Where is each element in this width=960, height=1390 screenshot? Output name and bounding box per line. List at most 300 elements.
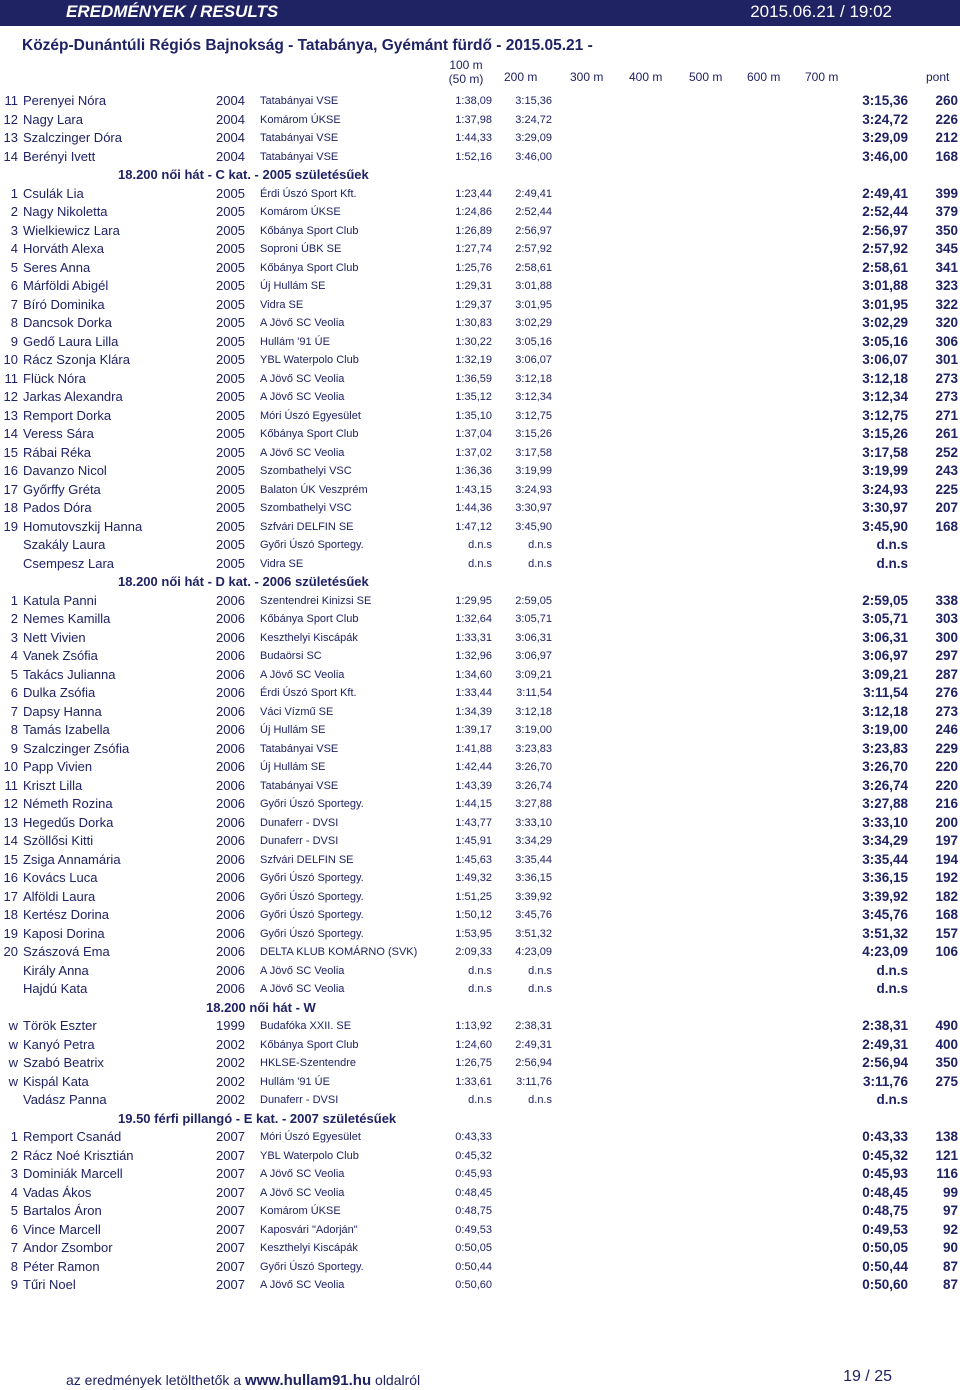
swimmer-name: Davanzo Nicol: [23, 463, 107, 478]
swimmer-name: Király Anna: [23, 962, 89, 978]
rank: 15: [3, 444, 18, 460]
split-200m: 3:12,18: [515, 705, 552, 718]
points: 400: [935, 1036, 958, 1052]
split-100m: 1:43,77: [455, 816, 492, 829]
birth-year: 2005: [216, 555, 245, 571]
rank: 7: [10, 1240, 18, 1255]
club-name: Váci Vízmű SE: [260, 705, 334, 718]
result-row: [0, 610, 960, 628]
result-row: [0, 1202, 960, 1220]
club-name: YBL Waterpolo Club: [260, 354, 359, 366]
birth-year: 2006: [216, 740, 245, 756]
points: 261: [935, 426, 958, 441]
final-time: 2:38,31: [862, 1018, 908, 1033]
split-200m: 3:30,97: [515, 502, 552, 514]
final-time: 3:17,58: [862, 444, 908, 460]
result-row: [0, 740, 960, 758]
section-title: 18.200 női hát - C kat. - 2005 születésűek: [118, 167, 369, 182]
club-name: Új Hullám SE: [260, 724, 326, 736]
final-time: 3:46,00: [862, 148, 908, 164]
points: 116: [936, 1166, 958, 1181]
birth-year: 2006: [216, 944, 245, 959]
swimmer-name: Rácz Noé Krisztián: [23, 1147, 134, 1163]
points: 350: [935, 1055, 958, 1070]
birth-year: 2006: [216, 925, 245, 941]
swimmer-name: Tűri Noel: [23, 1277, 76, 1292]
birth-year: 2005: [216, 537, 245, 552]
birth-year: 2004: [216, 111, 245, 127]
club-name: Dunaferr - DVSI: [260, 835, 339, 847]
rank: 19: [3, 925, 18, 941]
club-name: Komárom ÚKSE: [260, 113, 341, 126]
final-time: 3:01,88: [862, 278, 908, 293]
birth-year: 2005: [216, 278, 245, 293]
final-time: 3:12,18: [862, 703, 908, 719]
birth-year: 2005: [216, 481, 245, 497]
split-100m: 1:44,33: [455, 132, 492, 144]
result-row: [0, 499, 960, 517]
final-time: d.n.s: [876, 1092, 908, 1107]
rank: 9: [10, 740, 18, 756]
birth-year: 2002: [216, 1073, 245, 1089]
swimmer-name: Zsiga Annamária: [23, 851, 121, 867]
birth-year: 2006: [216, 592, 245, 608]
result-row: [0, 869, 960, 887]
birth-year: 2006: [216, 888, 245, 904]
split-100m: 1:30,22: [455, 335, 492, 348]
split-100m: 0:43,33: [455, 1131, 492, 1143]
rank: 19: [3, 518, 18, 534]
split-100m: 1:51,25: [455, 890, 492, 903]
final-time: 3:09,21: [862, 666, 908, 682]
footer-note: az eredmények letölthetők a www.hullam91.hu oldalról: [66, 1372, 421, 1389]
split-100m: 0:50,05: [455, 1242, 492, 1254]
result-row: [0, 370, 960, 388]
split-100m: 1:25,76: [455, 261, 492, 274]
split-200m: 3:01,88: [515, 280, 552, 292]
rank: 9: [10, 333, 18, 349]
birth-year: 2005: [216, 352, 245, 367]
birth-year: 2004: [216, 148, 245, 164]
result-row: [0, 444, 960, 462]
swimmer-name: Kanyó Petra: [23, 1036, 95, 1052]
swimmer-name: Török Eszter: [23, 1018, 97, 1033]
final-time: 2:49,31: [862, 1036, 908, 1052]
split-100m: 0:50,60: [455, 1279, 492, 1291]
points: 138: [935, 1129, 958, 1144]
club-name: A Jövő SC Veolia: [260, 983, 345, 995]
rank: 6: [10, 685, 18, 700]
split-100m: 1:50,12: [455, 909, 492, 921]
swimmer-name: Szalczinger Dóra: [23, 130, 122, 145]
swimmer-name: Kovács Luca: [23, 870, 98, 885]
split-200m: 3:51,32: [515, 927, 552, 940]
result-row: [0, 666, 960, 684]
club-name: Hullám '91 ÚE: [260, 1075, 330, 1088]
points: 300: [935, 629, 958, 645]
points: 320: [935, 315, 958, 330]
club-name: Soproni ÚBK SE: [260, 243, 342, 255]
result-row: [0, 1073, 960, 1091]
rank: 11: [4, 777, 18, 793]
split-200m: 3:12,75: [515, 409, 552, 422]
split-200m: 3:05,71: [515, 613, 552, 625]
competition-title: Közép-Dunántúli Régiós Bajnokság - Tatabánya, Gyémánt fürdő - 2015.05.21 -: [22, 37, 593, 54]
points: 490: [935, 1018, 958, 1033]
col-500m: 500 m: [689, 70, 723, 84]
swimmer-name: Horváth Alexa: [23, 241, 104, 256]
split-200m: 2:49,31: [515, 1038, 552, 1051]
final-time: 3:12,75: [862, 407, 908, 423]
final-time: 0:50,05: [862, 1240, 908, 1255]
club-name: YBL Waterpolo Club: [260, 1149, 359, 1162]
split-100m: 1:37,04: [455, 428, 492, 440]
swimmer-name: Nemes Kamilla: [23, 611, 111, 626]
club-name: Dunaferr - DVSI: [260, 1094, 339, 1106]
final-time: 3:11,54: [862, 685, 908, 700]
result-row: [0, 1128, 960, 1146]
result-row: [0, 536, 960, 554]
result-row: [0, 1165, 960, 1183]
rank: 11: [4, 370, 18, 386]
swimmer-name: Kriszt Lilla: [23, 777, 83, 793]
final-time: 3:24,93: [862, 481, 908, 497]
final-time: 3:15,36: [862, 93, 908, 108]
rank: 3: [10, 1166, 18, 1181]
split-100m: 1:43,15: [455, 483, 492, 496]
result-row: [0, 407, 960, 425]
birth-year: 2005: [216, 370, 245, 386]
split-100m: 0:45,93: [455, 1168, 492, 1180]
swimmer-name: Homutovszkij Hanna: [23, 518, 143, 534]
final-time: 3:26,70: [862, 759, 908, 774]
birth-year: 2005: [216, 296, 245, 312]
swimmer-name: Kertész Dorina: [23, 907, 109, 922]
result-row: [0, 1017, 960, 1035]
result-row: [0, 980, 960, 998]
result-row: [0, 351, 960, 369]
rank: 4: [10, 241, 18, 256]
result-row: [0, 481, 960, 499]
swimmer-name: Kaposi Dorina: [23, 925, 105, 941]
swimmer-name: Bíró Dominika: [23, 296, 105, 312]
swimmer-name: Márföldi Abigél: [23, 278, 109, 293]
club-name: Győri Úszó Sportegy.: [260, 890, 364, 903]
final-time: d.n.s: [876, 962, 908, 978]
rank: 9: [10, 1277, 18, 1292]
final-time: 3:19,99: [862, 463, 908, 478]
points: 229: [935, 740, 958, 756]
birth-year: 2006: [216, 870, 245, 885]
rank: 10: [3, 759, 18, 774]
swimmer-name: Seres Anna: [23, 259, 91, 275]
club-name: Győri Úszó Sportegy.: [260, 798, 364, 810]
points: 207: [935, 500, 958, 515]
points: 225: [935, 481, 958, 497]
final-time: 3:05,16: [862, 333, 908, 349]
split-100m: d.n.s: [468, 964, 492, 977]
final-time: d.n.s: [876, 981, 908, 996]
split-100m: d.n.s: [468, 983, 492, 995]
split-100m: 1:47,12: [455, 520, 492, 533]
points: 379: [935, 204, 958, 219]
final-time: 3:39,92: [862, 888, 908, 904]
swimmer-name: Remport Csanád: [23, 1129, 122, 1144]
result-row: [0, 962, 960, 980]
result-row: [0, 314, 960, 332]
final-time: 2:57,92: [862, 241, 908, 256]
club-name: A Jövő SC Veolia: [260, 1279, 345, 1291]
split-200m: 3:06,97: [515, 650, 552, 662]
club-name: A Jövő SC Veolia: [260, 668, 345, 681]
split-200m: 3:24,93: [515, 483, 552, 496]
rank: 1: [10, 185, 18, 201]
rank: w: [8, 1036, 18, 1052]
birth-year: 2005: [216, 333, 245, 349]
swimmer-name: Gedő Laura Lilla: [23, 333, 119, 349]
swimmer-name: Dominiák Marcell: [23, 1166, 123, 1181]
final-time: 3:35,44: [862, 851, 908, 867]
split-100m: 1:24,60: [455, 1038, 492, 1051]
split-200m: d.n.s: [528, 964, 552, 977]
club-name: Kőbánya Sport Club: [260, 224, 359, 237]
club-name: A Jövő SC Veolia: [260, 317, 345, 329]
col-100m: 100 m (50 m): [448, 58, 484, 86]
split-100m: 1:36,59: [455, 372, 492, 385]
split-100m: 0:48,45: [455, 1186, 492, 1199]
rank: 5: [10, 666, 18, 682]
split-200m: 4:23,09: [515, 946, 552, 958]
birth-year: 2006: [216, 833, 245, 848]
points: 168: [935, 907, 958, 922]
club-name: Balaton ÚK Veszprém: [260, 483, 368, 496]
swimmer-name: Szalczinger Zsófia: [23, 740, 130, 756]
top-bar: [0, 0, 960, 26]
rank: 5: [10, 259, 18, 275]
club-name: Móri Úszó Egyesület: [260, 409, 361, 422]
result-row: [0, 129, 960, 147]
swimmer-name: Dapsy Hanna: [23, 703, 102, 719]
birth-year: 2006: [216, 722, 245, 737]
swimmer-name: Hegedűs Dorka: [23, 814, 114, 830]
points: 216: [935, 796, 958, 811]
result-row: [0, 388, 960, 406]
split-200m: 3:11,54: [516, 687, 552, 699]
section-title: 18.200 női hát - W: [206, 999, 316, 1015]
club-name: Győri Úszó Sportegy.: [260, 539, 364, 551]
split-200m: 3:33,10: [515, 816, 552, 829]
final-time: 2:56,94: [862, 1055, 908, 1070]
split-200m: 3:11,76: [516, 1075, 552, 1088]
download-link[interactable]: www.hullam91.hu: [245, 1372, 372, 1389]
swimmer-name: Remport Dorka: [23, 407, 112, 423]
rank: 7: [10, 703, 18, 719]
rank: 13: [3, 407, 18, 423]
result-row: [0, 647, 960, 665]
birth-year: 2005: [216, 463, 245, 478]
club-name: Vidra SE: [260, 557, 304, 570]
split-100m: 1:33,61: [455, 1075, 492, 1088]
final-time: 2:56,97: [862, 222, 908, 238]
club-name: Tatabányai VSE: [260, 95, 339, 107]
split-100m: 1:52,16: [455, 150, 492, 163]
swimmer-name: Vadas Ákos: [23, 1184, 92, 1200]
split-100m: 0:50,44: [455, 1260, 492, 1273]
final-time: 3:30,97: [862, 500, 908, 515]
split-200m: 3:45,90: [515, 520, 552, 533]
rank: 8: [10, 1258, 18, 1274]
split-100m: d.n.s: [468, 1094, 492, 1106]
birth-year: 2006: [216, 629, 245, 645]
rank: 12: [3, 796, 18, 811]
col-pont: pont: [926, 70, 950, 84]
club-name: Kaposvári "Adorján": [260, 1223, 358, 1236]
split-100m: 1:35,10: [455, 409, 492, 422]
points: 243: [935, 463, 958, 478]
points: 273: [935, 389, 958, 404]
result-row: [0, 185, 960, 203]
split-100m: 1:29,95: [455, 594, 492, 607]
points: 260: [935, 93, 958, 108]
points: 220: [935, 759, 958, 774]
club-name: Szombathelyi VSC: [260, 465, 352, 477]
birth-year: 2007: [216, 1240, 245, 1255]
split-100m: 1:32,96: [455, 650, 492, 662]
points: 287: [935, 666, 958, 682]
swimmer-name: Jarkas Alexandra: [23, 389, 123, 404]
result-row: [0, 684, 960, 702]
result-row: [0, 888, 960, 906]
swimmer-name: Rábai Réka: [23, 444, 91, 460]
club-name: Budafóka XXII. SE: [260, 1020, 352, 1032]
result-row: [0, 259, 960, 277]
points: 220: [935, 777, 958, 793]
club-name: Új Hullám SE: [260, 761, 326, 773]
result-row: [0, 795, 960, 813]
split-100m: d.n.s: [468, 539, 492, 551]
split-100m: 1:36,36: [455, 465, 492, 477]
split-100m: 1:44,36: [455, 502, 492, 514]
split-100m: 1:45,91: [455, 835, 492, 847]
final-time: 3:45,90: [862, 518, 908, 534]
final-time: 0:48,45: [862, 1184, 908, 1200]
section-title: 19.50 férfi pillangó - E kat. - 2007 születésűek: [118, 1110, 397, 1126]
swimmer-name: Dancsok Dorka: [23, 315, 112, 330]
club-name: Új Hullám SE: [260, 280, 326, 292]
split-200m: 3:12,34: [515, 391, 552, 403]
rank: 18: [3, 500, 18, 515]
points: 246: [935, 722, 958, 737]
result-row: [0, 240, 960, 258]
final-time: 0:50,60: [862, 1277, 908, 1292]
birth-year: 2006: [216, 759, 245, 774]
split-200m: 3:15,36: [515, 95, 552, 107]
club-name: DELTA KLUB KOMÁRNO (SVK): [260, 946, 418, 958]
result-row: [0, 832, 960, 850]
result-row: [0, 222, 960, 240]
swimmer-name: Szabó Beatrix: [23, 1055, 104, 1070]
rank: 6: [10, 1221, 18, 1237]
points: 106: [935, 944, 958, 959]
result-row: [0, 1221, 960, 1239]
split-200m: 2:57,92: [515, 243, 552, 255]
birth-year: 2002: [216, 1092, 245, 1107]
split-200m: d.n.s: [528, 539, 552, 551]
swimmer-name: Győrffy Gréta: [23, 481, 101, 497]
result-row: [0, 1276, 960, 1294]
split-100m: 1:43,39: [455, 779, 492, 792]
points: 301: [935, 352, 958, 367]
swimmer-name: Nett Vivien: [23, 629, 86, 645]
club-name: Budaörsi SC: [260, 650, 322, 662]
club-name: Győri Úszó Sportegy.: [260, 1260, 364, 1273]
points: 90: [942, 1240, 958, 1255]
birth-year: 2006: [216, 814, 245, 830]
final-time: 3:36,15: [862, 870, 908, 885]
club-name: Győri Úszó Sportegy.: [260, 909, 364, 921]
result-row: [0, 851, 960, 869]
split-200m: 3:35,44: [515, 853, 552, 866]
birth-year: 2005: [216, 204, 245, 219]
rank: 12: [3, 389, 18, 404]
final-time: 3:34,29: [862, 833, 908, 848]
final-time: 3:15,26: [862, 426, 908, 441]
points: 297: [935, 648, 958, 663]
split-200m: 2:56,97: [515, 224, 552, 237]
split-200m: 3:05,16: [515, 335, 552, 348]
club-name: A Jövő SC Veolia: [260, 1186, 345, 1199]
result-row: [0, 1258, 960, 1276]
split-100m: 1:44,15: [455, 798, 492, 810]
final-time: 3:29,09: [862, 130, 908, 145]
split-200m: 3:34,29: [515, 835, 552, 847]
final-time: 3:24,72: [862, 111, 908, 127]
rank: 4: [10, 648, 18, 663]
rank: 17: [3, 888, 18, 904]
final-time: 3:06,97: [862, 648, 908, 663]
final-time: d.n.s: [876, 537, 908, 552]
rank: 15: [3, 851, 18, 867]
rank: 13: [3, 814, 18, 830]
club-name: Győri Úszó Sportegy.: [260, 927, 364, 940]
birth-year: 2006: [216, 648, 245, 663]
points: 345: [935, 241, 958, 256]
points: 87: [942, 1277, 958, 1292]
birth-year: 2006: [216, 962, 245, 978]
split-200m: 3:02,29: [515, 317, 552, 329]
swimmer-name: Tamás Izabella: [23, 722, 110, 737]
swimmer-name: Vanek Zsófia: [23, 648, 98, 663]
final-time: 3:33,10: [862, 814, 908, 830]
points: 197: [935, 833, 958, 848]
club-name: Vidra SE: [260, 298, 304, 311]
result-row: [0, 758, 960, 776]
split-100m: 1:32,64: [455, 613, 492, 625]
birth-year: 2005: [216, 389, 245, 404]
final-time: 3:51,32: [862, 925, 908, 941]
points: 303: [935, 611, 958, 626]
split-100m: 1:41,88: [455, 742, 492, 755]
swimmer-name: Németh Rozina: [23, 796, 113, 811]
split-200m: 2:58,61: [515, 261, 552, 274]
split-200m: 2:49,41: [515, 187, 552, 200]
split-200m: 3:23,83: [515, 742, 552, 755]
club-name: A Jövő SC Veolia: [260, 391, 345, 403]
club-name: Móri Úszó Egyesület: [260, 1131, 361, 1143]
birth-year: 2007: [216, 1184, 245, 1200]
points: 226: [935, 111, 958, 127]
split-200m: 3:15,26: [515, 428, 552, 440]
